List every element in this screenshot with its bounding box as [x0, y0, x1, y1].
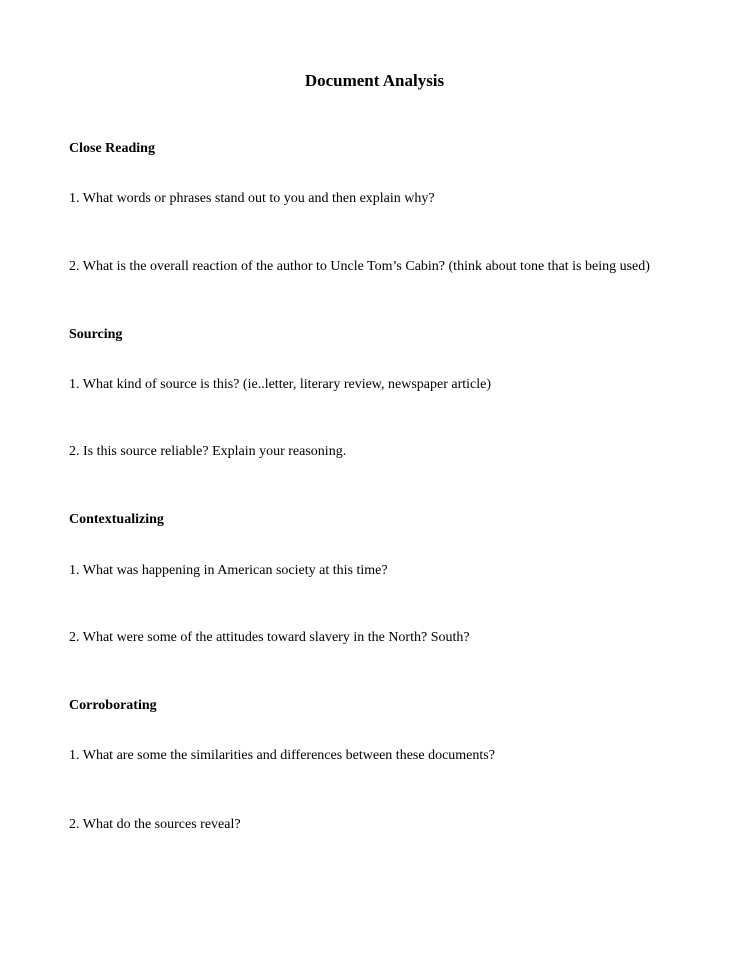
question-contextualizing-2: 2. What were some of the attitudes toward slavery in the North? South?	[69, 630, 470, 645]
section-heading-close-reading: Close Reading	[69, 141, 155, 156]
section-heading-contextualizing: Contextualizing	[69, 512, 164, 527]
question-corroborating-1: 1. What are some the similarities and differences between these documents?	[69, 748, 495, 763]
question-close-reading-1: 1. What words or phrases stand out to you and then explain why?	[69, 191, 435, 206]
question-close-reading-2: 2. What is the overall reaction of the author to Uncle Tom’s Cabin? (think about tone that is being used)	[69, 259, 650, 274]
page-title: Document Analysis	[304, 71, 445, 90]
section-heading-corroborating: Corroborating	[69, 698, 157, 713]
question-corroborating-2: 2. What do the sources reveal?	[69, 817, 241, 832]
section-heading-sourcing: Sourcing	[69, 327, 123, 342]
question-contextualizing-1: 1. What was happening in American society at this time?	[69, 563, 388, 578]
question-sourcing-1: 1. What kind of source is this? (ie..letter, literary review, newspaper article)	[69, 377, 491, 392]
question-sourcing-2: 2. Is this source reliable? Explain your reasoning.	[69, 444, 347, 459]
